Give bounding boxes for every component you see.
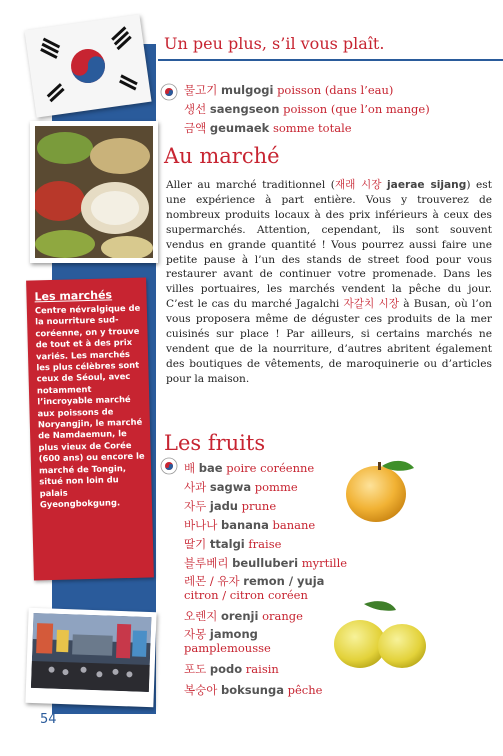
market-street-photo <box>25 608 156 707</box>
korean-pear-image <box>342 456 420 524</box>
fruit-item: 오렌지 orenji orange <box>184 609 303 623</box>
fruit-item: 딸기 ttalgi fraise <box>184 537 282 551</box>
market-heading: Au marché <box>164 144 280 168</box>
yuja-image <box>330 598 430 678</box>
sidebar-text: Centre névralgique de la nourriture sud-coréenne, on y trouve de tout et à des prix variés. Les marchés les plus célèbres sont ceux de Séoul, avec notamment l’incroyable marché aux poissons de Noryangjin, le marché de Namdaemun, le plus vieux de Corée (600 ans) ou encore le marché de Tongin, situé non loin du palais Gyeongbokgung. <box>34 302 145 510</box>
korean-flag <box>24 14 151 117</box>
fruit-item: 포도 podo raisin <box>184 662 279 676</box>
fruit-item: 바나나 banana banane <box>184 518 316 532</box>
sidebar-markets <box>26 277 154 580</box>
fruit-item: 레몬 / 유자 remon / yuja citron / citron coréen <box>184 574 325 602</box>
fruit-item: 복숭아 boksunga pêche <box>184 683 323 697</box>
page-number: 54 <box>40 712 57 727</box>
audio-flag-icon[interactable] <box>160 83 178 101</box>
sidebar-title: Les marchés <box>34 288 113 304</box>
vocab-item: 물고기 mulgogi poisson (dans l’eau) <box>184 83 394 97</box>
title-underline <box>158 59 503 61</box>
fruit-item: 자두 jadu prune <box>184 499 277 513</box>
vocab-item: 생선 saengseon poisson (que l’on mange) <box>184 102 430 116</box>
market-paragraph: Aller au marché traditionnel (재래 시장 jaerae sijang) est une expérience à part entière. Vous y trouverez de nombreux produits locaux à des prix inférieurs à ceux des supermarchés. Attention, cependant, ils sont souvent vendus en grande quantité ! Vous pourrez aussi faire une petite pause à l’un des stands de street food pour vous restaurer avant de continuer votre promenade. Dans les villes portuaires, les marchés vendent la pêche du jour. C’est le cas du marché Jagalchi 자갈치 시장 à Busan, où l’on vous proposera même de déguster ces produits de la mer cuisinés sur place ! Par ailleurs, si certains marchés ne vendent que de la nourriture, d’autres abritent également des boutiques de vêtements, de maroquinerie ou d’articles pour la maison. <box>166 179 492 385</box>
fruit-item: 사과 sagwa pomme <box>184 480 298 494</box>
fruit-item: 블루베리 beulluberi myrtille <box>184 556 348 570</box>
audio-flag-icon[interactable] <box>160 457 178 475</box>
section-title: Un peu plus, s’il vous plaît. <box>164 34 385 53</box>
vocab-item: 금액 geumaek somme totale <box>184 121 352 135</box>
market-food-photo <box>30 121 158 263</box>
fruit-item: 자몽 jamong pamplemousse <box>184 627 271 655</box>
fruit-item: 배 bae poire coréenne <box>184 461 315 475</box>
fruits-heading: Les fruits <box>164 431 266 455</box>
